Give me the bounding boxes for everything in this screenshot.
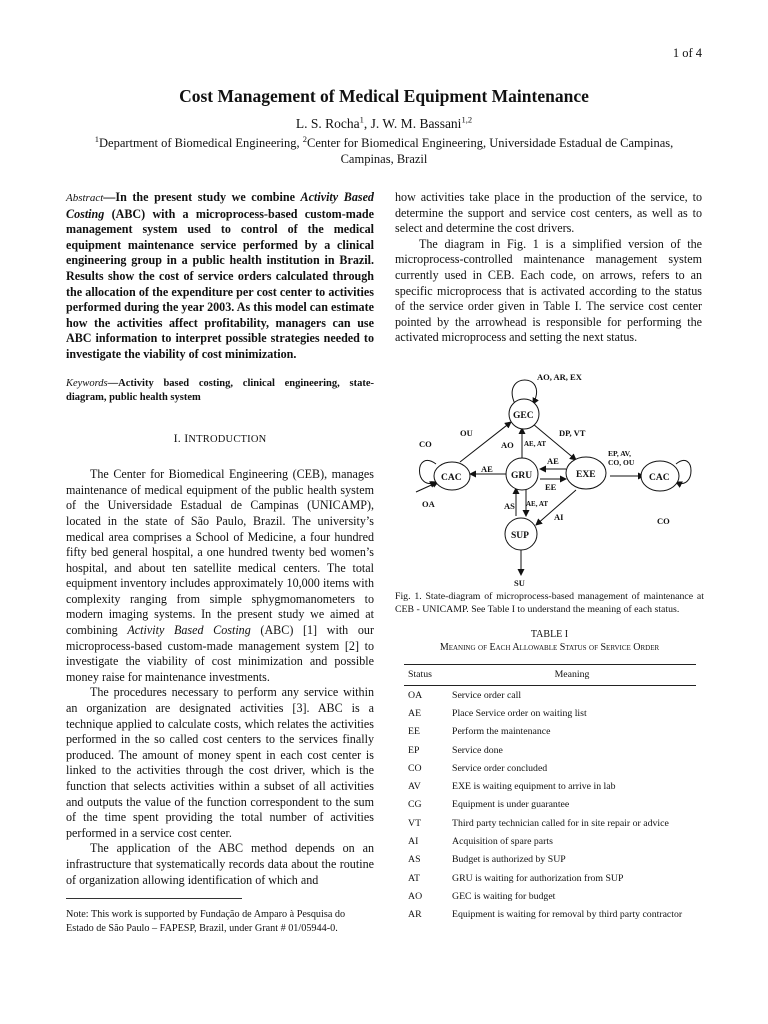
label-ou: OU [460,428,473,438]
status-table [404,664,696,924]
abstract-dash: — [103,190,116,204]
table-row [404,832,696,850]
status-meaning: EXE is waiting equipment to arrive in lab [452,781,616,793]
abstract-text-1: In the present study we combine [115,190,301,204]
table-header-row [404,665,696,686]
label-ao: AO [501,440,514,450]
keywords [66,377,374,405]
status-meaning: Service done [452,744,503,756]
author-separator: , [363,116,371,131]
node-exe-label: EXE [576,470,596,480]
label-ae-mid: AE [547,456,559,466]
status-meaning: Place Service order on waiting list [452,707,587,719]
table-caption: Meaning of Each Allowable Status of Service Order [439,642,660,653]
section-title-initial: I [184,430,189,445]
status-code: AS [408,854,421,866]
author-bassani-affil: 1,2 [461,114,473,125]
paper-title: Cost Management of Medical Equipment Maintenance [179,86,589,106]
node-gru-label: GRU [511,471,533,481]
section-title-rest: NTRODUCTION [188,433,267,445]
table-row [404,704,696,722]
status-meaning: Budget is authorized by SUP [452,854,566,866]
status-code: AV [408,781,421,793]
table-row [404,906,696,924]
status-code: AO [408,890,423,902]
label-co-ou: CO, OU [608,458,635,467]
status-code: AT [408,872,420,884]
table-row [404,759,696,777]
footnote-rule [66,898,242,899]
author-bassani: J. W. M. Bassani [370,116,462,131]
section-heading-introduction [66,431,374,448]
status-code: EE [408,726,420,738]
table-row [404,814,696,832]
status-meaning: GEC is waiting for budget [452,890,556,902]
affil-city: Campinas, Brazil [340,151,428,166]
status-meaning: Acquisition of spare parts [452,836,553,848]
section-numeral: I. [173,430,185,445]
label-ae-at-bottom: AE, AT [526,500,549,508]
table-row [404,741,696,759]
figure-caption: Fig. 1. State-diagram of microprocess-based management of maintenance at CEB - UNICAMP. See Table I to understand the meaning of each status. [395,591,704,615]
keywords-text: —Activity based costing, clinical engineering, state-diagram, public health system [66,377,374,403]
label-ee: EE [545,482,557,492]
table-row [404,887,696,905]
status-meaning: Equipment is waiting for removal by third party contractor [452,909,683,921]
table-label: TABLE I [530,629,569,640]
abstract [66,190,374,363]
intro-paragraph-1 [66,467,374,685]
affil-mark-1: 1 [94,133,99,144]
node-cac-right-label: CAC [649,473,670,483]
status-code: AI [408,836,419,848]
page-number: 1 of 4 [672,46,702,60]
intro-p1-text-a: The Center for Biomedical Engineering (CEB), manages maintenance of medical equipment of the public health system of the Universidade Estadual de Campinas (UNICAMP), located in the state of São Paulo, Brazil. The university’s medical area comprises a School of Medicine, a four hundred fifty bed general hospital, a one hundred twenty bed women’s hospital, and about ten satellite medical centers. The total equipment inventory includes approximately 10,000 items with complexity ranging from simple sphygmomanometers to modern imaging systems. In the present study we aimed at combining [66,467,374,638]
cac-left-self-loop [420,460,437,483]
status-meaning: Third party technician called for in site repair or advice [452,817,669,829]
affiliations [80,133,688,167]
abstract-text-2: (ABC) with a microprocess-based custom-made management system used to control of the medical equipment maintenance service performed by a clinical engineering group in a public health institution in Brazil. Results show the cost of service orders calculated through the allocation of the expenditure per cost center to activities performed during the year 2003. As this model can estimate how the activities affect profitability, managers can use ABC information to interpret possible strategies needed to investigate the viability of cost minimization. [66,206,374,361]
table-row [404,723,696,741]
table-row [404,851,696,869]
status-code: CO [408,762,422,774]
state-diagram-figure [400,368,700,590]
abstract-abc-term: Activity Based Costing [66,190,374,221]
label-ep-av: EP, AV, [608,449,632,458]
label-as: AS [504,501,515,511]
table-header-meaning: Meaning [448,665,696,686]
right-paragraph-2: The diagram in Fig. 1 is a simplified version of the microprocess-controlled maintenance management system currently used in CEB. Each code, on arrows, refers to an specific microprocess that is activated according to the status of the service order given in Table I. The service cost center pointed by the arrowhead is responsible for performing the activated microprocess and setting the next status. [395,236,702,345]
label-su: SU [514,578,525,588]
footnote: Note: This work is supported by Fundação de Amparo à Pesquisa do Estado de São Paulo – FAPESP, Brazil, under Grant # 01/05944-0. [66,909,346,934]
author-line [0,116,768,132]
status-meaning: Service order concluded [452,762,548,774]
label-ae-left: AE [481,464,493,474]
node-sup-label: SUP [511,531,529,541]
node-gec-label: GEC [513,411,534,421]
affil-dept-2: Center for Biomedical Engineering, Universidade Estadual de Campinas, [307,136,674,150]
table-row [404,869,696,887]
table-title [395,628,704,654]
intro-paragraph-3: The application of the ABC method depends on an infrastructure that systematically records data about the routine of organization allowing identification of which and [66,841,374,887]
status-meaning: Equipment is under guarantee [452,799,570,811]
label-dp-vt: DP, VT [559,428,586,438]
intro-p1-italic: Activity Based Costing [127,623,251,638]
label-co-left: CO [419,439,432,449]
author-rocha-affil: 1 [359,114,364,125]
label-ae-at-top: AE, AT [524,440,547,448]
keywords-lead: Keywords [66,377,108,389]
right-paragraph-1: how activities take place in the production of the service, to determine the support and service cost centers, as well as to select and determine the cost drivers. [395,190,702,236]
author-rocha: L. S. Rocha [295,116,360,131]
abstract-lead: Abstract [66,192,104,204]
intro-paragraph-2: The procedures necessary to perform any service within an organization are designated activities [3]. ABC is a technique applied to calculate costs, which relates the activities performed in the so called cost centers to the services finally produced. The amount of money spent in each cost center is linked to the activities through the cost driver, which is the function that selects activities within a subset of all activities and outputs the value of the function correspondent to the sum of the time spent providing the total number of activities performed in a service cost center. [66,685,374,840]
status-code: AR [408,909,422,921]
status-code: OA [408,689,423,701]
status-code: VT [408,817,422,829]
status-code: AE [408,707,422,719]
label-ai: AI [554,512,564,522]
status-code: EP [408,744,420,756]
status-code: CG [408,799,422,811]
affil-mark-2: 2 [302,133,308,144]
left-column [66,190,374,888]
label-co-right: CO [657,516,670,526]
status-meaning: GRU is waiting for authorization from SUP [452,872,624,884]
state-diagram-svg [400,368,700,590]
status-meaning: Service order call [452,689,522,701]
affil-dept-1: Department of Biomedical Engineering, [99,136,303,150]
table-row [404,796,696,814]
table-row [404,686,696,705]
label-ao-ar-ex: AO, AR, EX [537,372,582,382]
table-header-status: Status [404,665,448,686]
right-column [395,190,702,346]
node-cac-left-label: CAC [441,473,462,483]
status-meaning: Perform the maintenance [452,726,551,738]
intro-p1-text-b: (ABC) [1] with our microprocess-based custom-made management system [2] to investigate the viability of cost minimization and possible money raise for maintenance investments. [66,623,374,684]
label-oa: OA [422,499,435,509]
table-row [404,777,696,795]
